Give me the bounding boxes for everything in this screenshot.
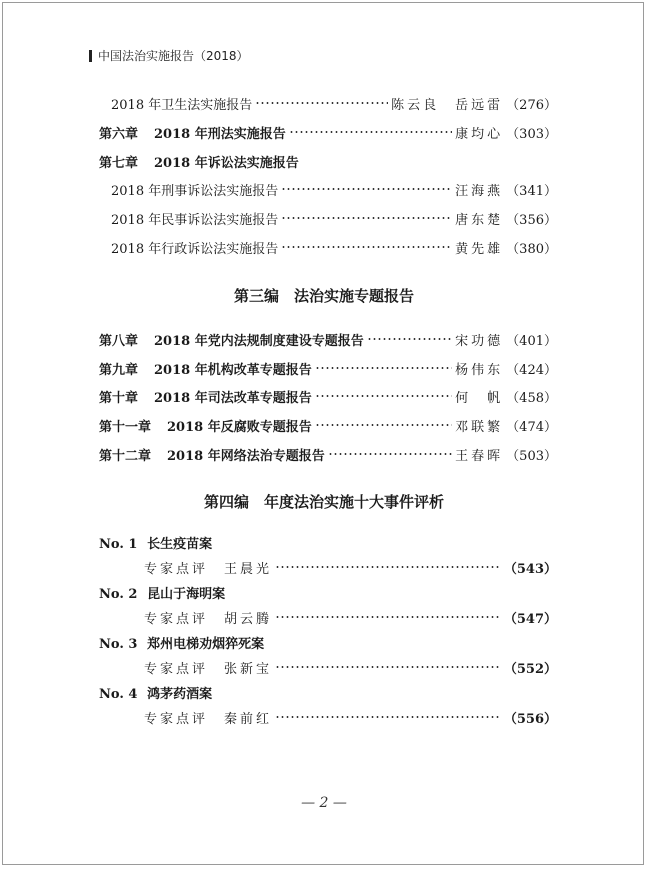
- entry-title: 2018 年机构改革专题报告: [154, 362, 312, 378]
- event-number: No. 2: [99, 587, 138, 602]
- leader-dots: [315, 420, 452, 430]
- leader-dots: [315, 391, 452, 401]
- entry-page: （552）: [503, 661, 557, 677]
- entry-page: （547）: [503, 611, 557, 627]
- expert-name: 胡云腾: [224, 611, 273, 627]
- chapter-label: 第十章: [99, 390, 139, 406]
- leader-dots: [289, 127, 452, 137]
- leader-dots: [315, 363, 452, 373]
- toc-entry-chapter-11[interactable]: [99, 415, 557, 435]
- entry-page: （474）: [506, 419, 557, 435]
- leader-dots: [281, 213, 452, 223]
- running-header: [89, 47, 249, 64]
- event-heading: [99, 683, 212, 702]
- entry-title: 2018 年民事诉讼法实施报告: [111, 212, 279, 228]
- event-name: 郑州电梯劝烟猝死案: [147, 637, 265, 652]
- toc-entry-chapter-8[interactable]: [99, 329, 557, 349]
- expert-name: 秦前红: [224, 711, 273, 727]
- event-name: 长生疫苗案: [147, 537, 213, 552]
- entry-title: 2018 年刑法实施报告: [154, 126, 286, 142]
- entry-page: （356）: [506, 212, 557, 228]
- event-heading: [99, 533, 212, 552]
- chapter-label: 第十二章: [99, 448, 152, 464]
- entry-title: 2018 年党内法规制度建设专题报告: [154, 333, 364, 349]
- entry-title: 2018 年行政诉讼法实施报告: [111, 241, 279, 257]
- toc-entry-civil-procedure[interactable]: [111, 208, 557, 228]
- header-title: 中国法治实施报告（2018）: [98, 49, 249, 63]
- entry-page: （401）: [506, 333, 557, 349]
- entry-authors: 汪海燕: [455, 183, 504, 199]
- leader-dots: [328, 449, 452, 459]
- page: [2, 2, 644, 865]
- entry-authors: 邓联繁: [455, 419, 504, 435]
- event-name: 鸿茅药酒案: [147, 687, 213, 702]
- part-4-title: 第四编 年度法治实施十大事件评析: [203, 493, 444, 511]
- entry-authors: 陈云良 岳远雷: [391, 97, 504, 113]
- toc-entry-chapter-7[interactable]: [99, 151, 557, 171]
- expert-name: 王晨光: [224, 561, 273, 577]
- entry-page: （380）: [506, 241, 557, 257]
- entry-authors: 康均心: [455, 126, 504, 142]
- chapter-label: 第十一章: [99, 419, 152, 435]
- entry-page: （556）: [503, 711, 557, 727]
- leader-dots: [275, 662, 501, 672]
- entry-page: （276）: [506, 97, 557, 113]
- entry-title: 2018 年刑事诉讼法实施报告: [111, 183, 279, 199]
- header-bar: [89, 50, 92, 62]
- event-name: 昆山于海明案: [147, 587, 226, 602]
- comment-label: 专家点评: [144, 611, 209, 627]
- toc-entry-criminal-procedure[interactable]: [111, 179, 557, 199]
- expert-name: 张新宝: [224, 661, 273, 677]
- comment-label: 专家点评: [144, 661, 209, 677]
- event-number: No. 1: [99, 537, 138, 552]
- leader-dots: [367, 334, 452, 344]
- chapter-label: 第七章: [99, 155, 139, 171]
- event-heading: [99, 633, 264, 652]
- event-comment-entry[interactable]: [144, 707, 557, 727]
- entry-title: 2018 年卫生法实施报告: [111, 97, 253, 113]
- toc-entry-chapter-9[interactable]: [99, 358, 557, 378]
- entry-page: （424）: [506, 362, 557, 378]
- event-comment-entry[interactable]: [144, 557, 557, 577]
- event-comment-entry[interactable]: [144, 657, 557, 677]
- toc-entry-chapter-12[interactable]: [99, 444, 557, 464]
- leader-dots: [281, 242, 452, 252]
- entry-authors: 黄先雄: [455, 241, 504, 257]
- comment-label: 专家点评: [144, 711, 209, 727]
- chapter-label: 第八章: [99, 333, 139, 349]
- event-heading: [99, 583, 225, 602]
- event-number: No. 4: [99, 687, 138, 702]
- comment-label: 专家点评: [144, 561, 209, 577]
- entry-page: （503）: [506, 448, 557, 464]
- leader-dots: [281, 184, 452, 194]
- chapter-label: 第九章: [99, 362, 139, 378]
- entry-authors: 王春晖: [455, 448, 504, 464]
- part-3-title: 第三编 法治实施专题报告: [233, 287, 414, 305]
- leader-dots: [275, 612, 501, 622]
- entry-title: 2018 年反腐败专题报告: [167, 419, 312, 435]
- entry-title: 2018 年司法改革专题报告: [154, 390, 312, 406]
- toc-entry-chapter-6[interactable]: [99, 122, 557, 142]
- event-number: No. 3: [99, 637, 138, 652]
- page-number: — 2 —: [301, 795, 347, 811]
- entry-page: （303）: [506, 126, 557, 142]
- leader-dots: [275, 712, 501, 722]
- entry-authors: 唐东楚: [455, 212, 504, 228]
- chapter-label: 第六章: [99, 126, 139, 142]
- entry-authors: 宋功德: [455, 333, 504, 349]
- entry-page: （341）: [506, 183, 557, 199]
- entry-page: （543）: [503, 561, 557, 577]
- leader-dots: [255, 98, 388, 108]
- toc-entry-admin-procedure[interactable]: [111, 237, 557, 257]
- leader-dots: [275, 562, 501, 572]
- entry-title: 2018 年诉讼法实施报告: [154, 155, 299, 171]
- toc-entry-health-law[interactable]: [111, 93, 557, 113]
- entry-page: （458）: [506, 390, 557, 406]
- event-comment-entry[interactable]: [144, 607, 557, 627]
- entry-title: 2018 年网络法治专题报告: [167, 448, 325, 464]
- toc-entry-chapter-10[interactable]: [99, 386, 557, 406]
- entry-authors: 杨伟东: [455, 362, 504, 378]
- entry-authors: 何 帆: [455, 390, 504, 406]
